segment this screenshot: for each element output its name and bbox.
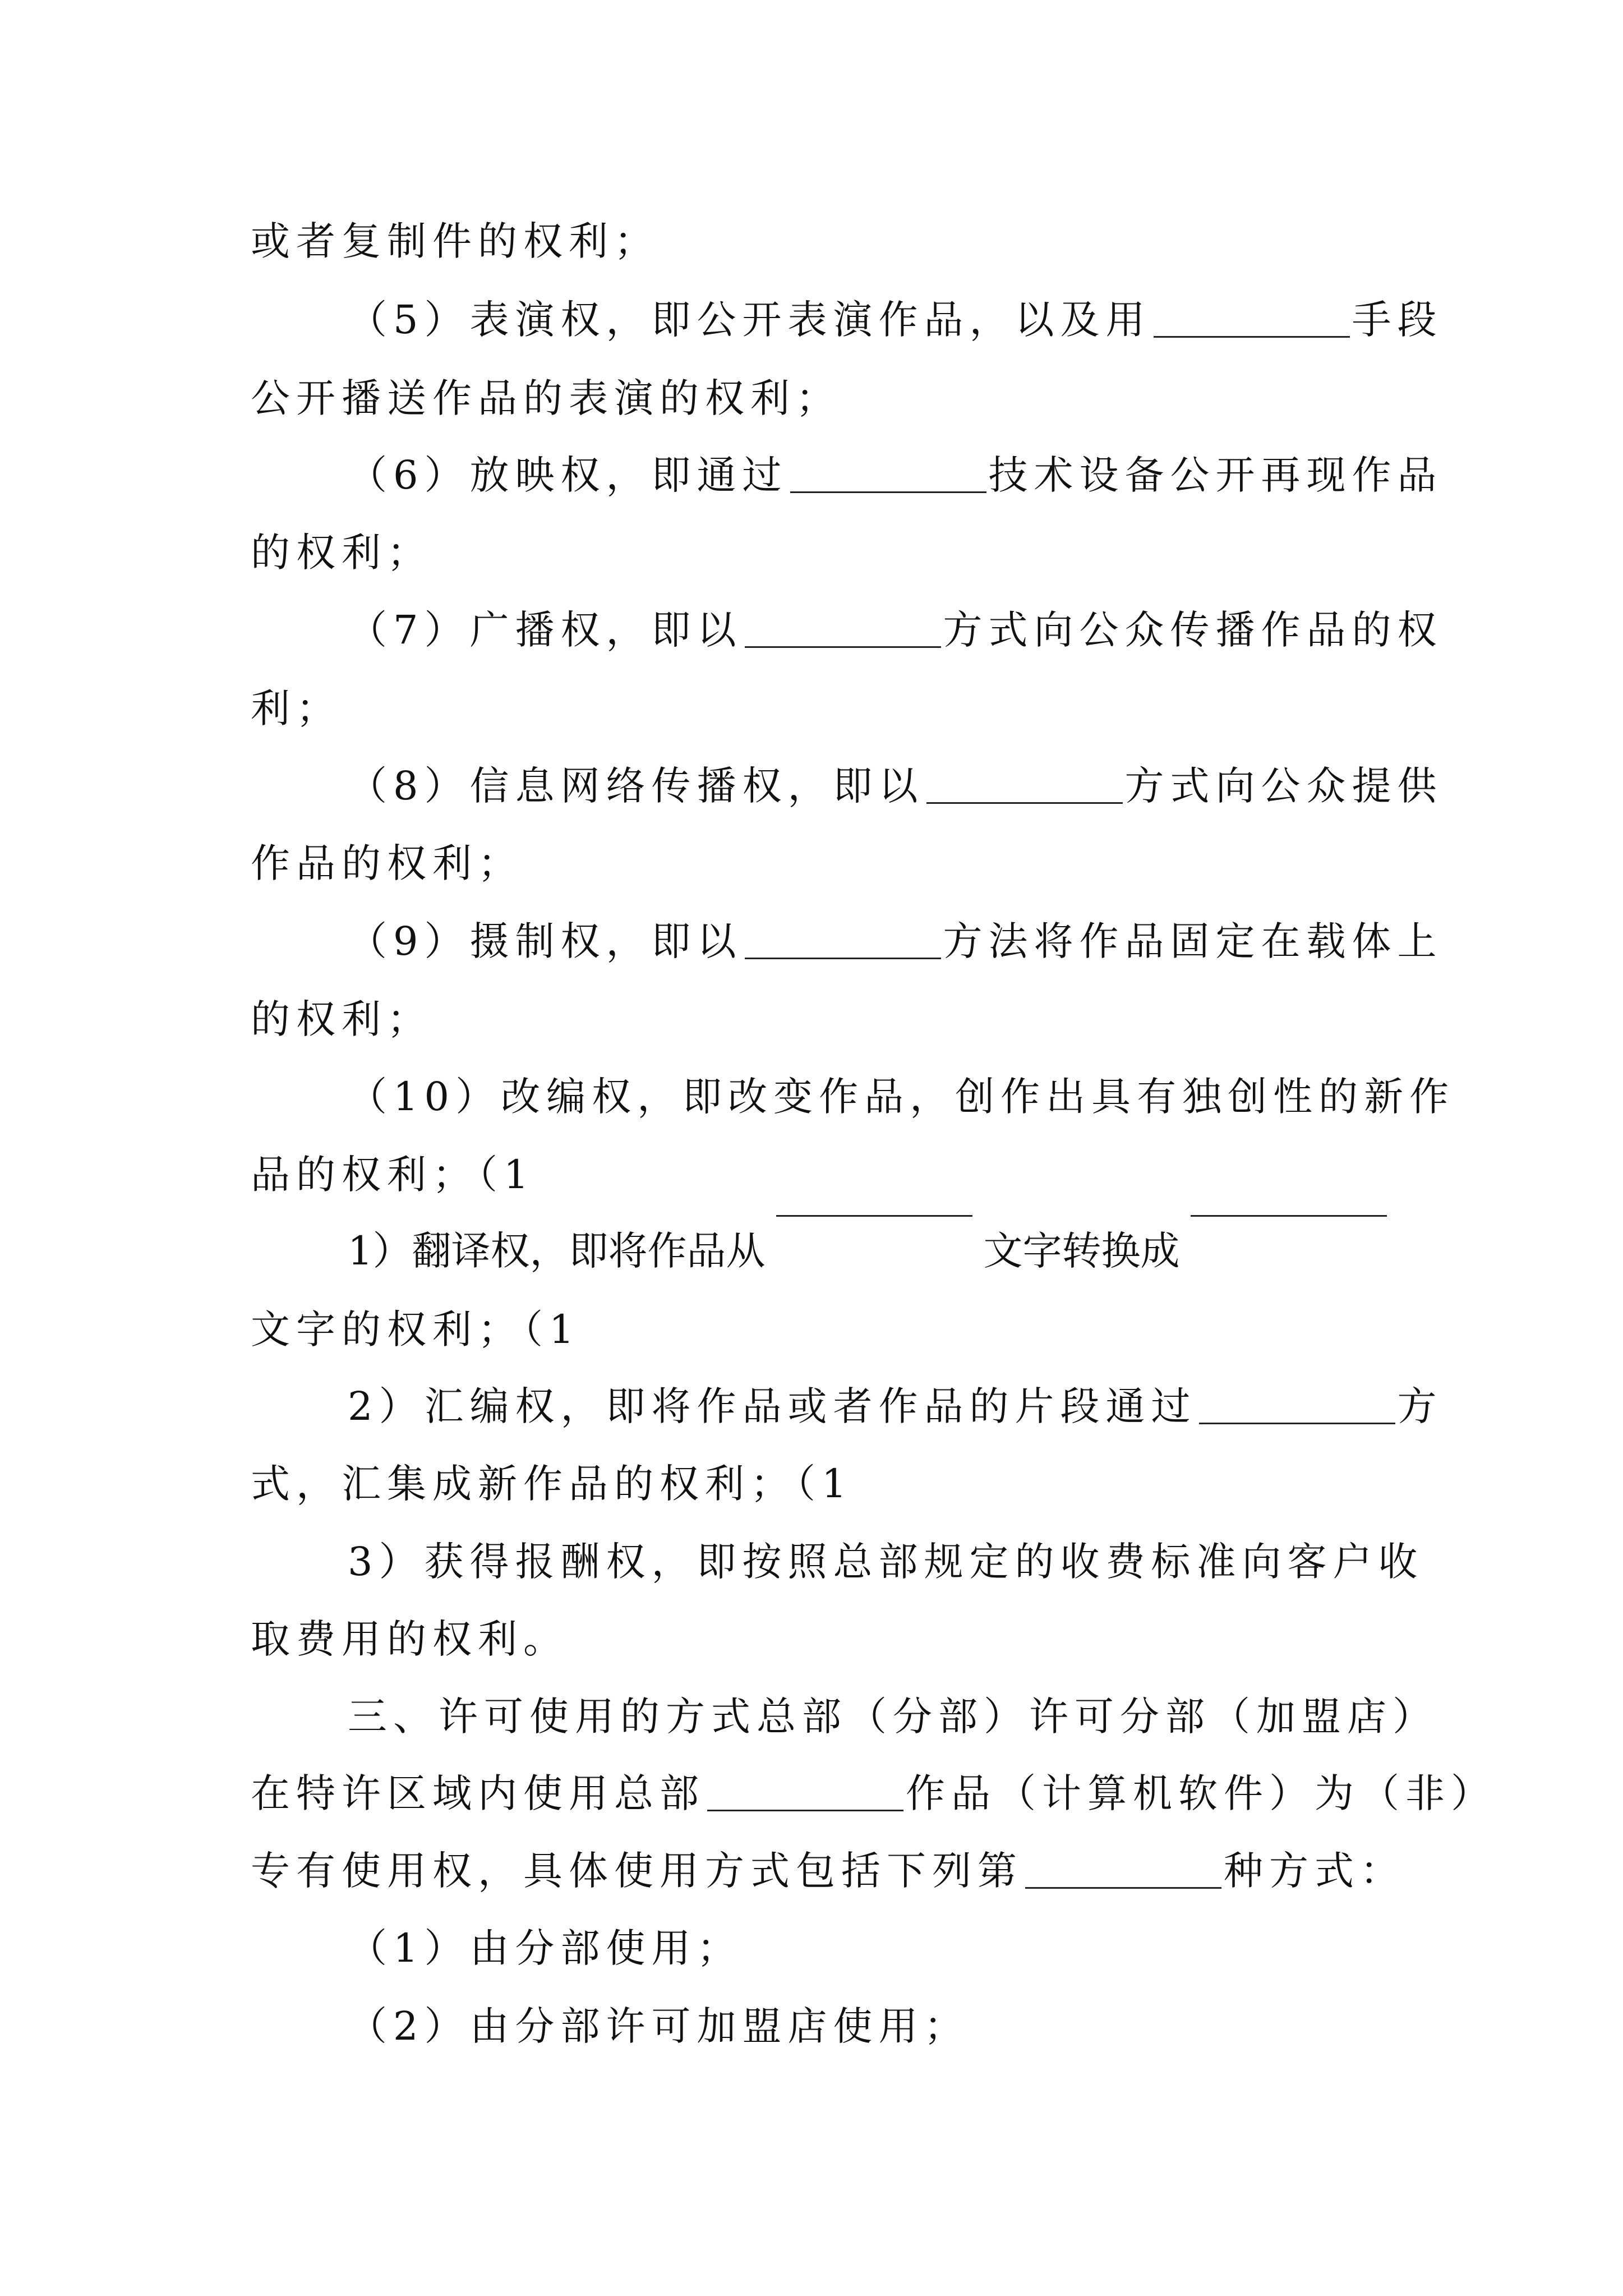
text-line-9: 作品的权利； — [251, 840, 523, 886]
text-line-3: 公开播送作品的表演的权利； — [251, 375, 841, 421]
text-line-13: 品的权利；（1 — [251, 1152, 535, 1198]
text-fragment: 方法将作品固定在载体上 — [943, 918, 1443, 964]
fill-blank — [1191, 1212, 1387, 1217]
text-fragment: 手段 — [1352, 297, 1443, 343]
text-line-6 — [348, 591, 1443, 669]
text-fragment: （7）广播权，即以 — [348, 607, 743, 653]
fill-blank — [926, 799, 1123, 804]
text-fragment: 技术设备公开再现作品 — [988, 452, 1443, 498]
text-line-19: 取费用的权利。 — [251, 1616, 569, 1662]
fill-blank — [1199, 1419, 1395, 1424]
text-line-14 — [348, 1212, 1389, 1290]
text-fragment: 2）汇编权，即将作品或者作品的片段通过 — [348, 1383, 1197, 1429]
fill-blank — [745, 643, 941, 648]
text-fragment: 方 — [1397, 1383, 1443, 1429]
text-line-2 — [348, 280, 1443, 359]
text-line-15: 文字的权利；（1 — [251, 1306, 580, 1352]
text-fragment: 在特许区域内使用总部 — [251, 1770, 705, 1816]
text-line-24: （2）由分部许可加盟店使用； — [348, 2003, 970, 2049]
text-line-8 — [348, 747, 1443, 825]
text-fragment: 种方式： — [1224, 1848, 1405, 1894]
text-fragment: （9）摄制权，即以 — [348, 918, 743, 964]
text-fragment: 文字转换成 — [983, 1228, 1180, 1274]
text-line-1: 或者复制件的权利； — [251, 218, 660, 264]
text-line-10 — [348, 902, 1443, 981]
text-line-20: 三、许可使用的方式总部（分部）许可分部（加盟店） — [348, 1694, 1438, 1740]
fill-blank — [776, 1212, 972, 1217]
text-line-5: 的权利； — [251, 530, 432, 576]
text-fragment: （5）表演权，即公开表演作品，以及用 — [348, 297, 1151, 343]
text-line-7: 利； — [251, 685, 342, 731]
text-line-17: 式，汇集成新作品的权利；（1 — [251, 1461, 853, 1507]
fill-blank — [707, 1806, 903, 1811]
text-line-21 — [251, 1754, 1496, 1833]
text-fragment: 作品（计算机软件）为（非） — [906, 1770, 1496, 1816]
fill-blank — [1154, 333, 1350, 338]
text-line-11: 的权利； — [251, 996, 432, 1042]
text-line-12: （10）改编权，即改变作品，创作出具有独创性的新作 — [348, 1074, 1455, 1120]
text-fragment: （6）放映权，即通过 — [348, 452, 788, 498]
fill-blank — [745, 954, 941, 959]
text-line-22 — [251, 1832, 1405, 1910]
text-line-18: 3）获得报酬权，即按照总部规定的收费标准向客户收 — [348, 1539, 1424, 1585]
text-line-23: （1）由分部使用； — [348, 1925, 743, 1971]
text-fragment: （8）信息网络传播权，即以 — [348, 763, 924, 809]
text-line-4 — [348, 436, 1443, 514]
fill-blank — [1025, 1884, 1221, 1889]
text-fragment: 方式向公众传播作品的权 — [943, 607, 1443, 653]
text-fragment: 1）翻译权，即将作品从 — [348, 1228, 766, 1274]
text-fragment: 专有使用权，具体使用方式包括下列第 — [251, 1848, 1023, 1894]
text-fragment: 方式向公众提供 — [1124, 763, 1443, 809]
fill-blank — [790, 488, 986, 493]
text-line-16 — [348, 1367, 1443, 1446]
